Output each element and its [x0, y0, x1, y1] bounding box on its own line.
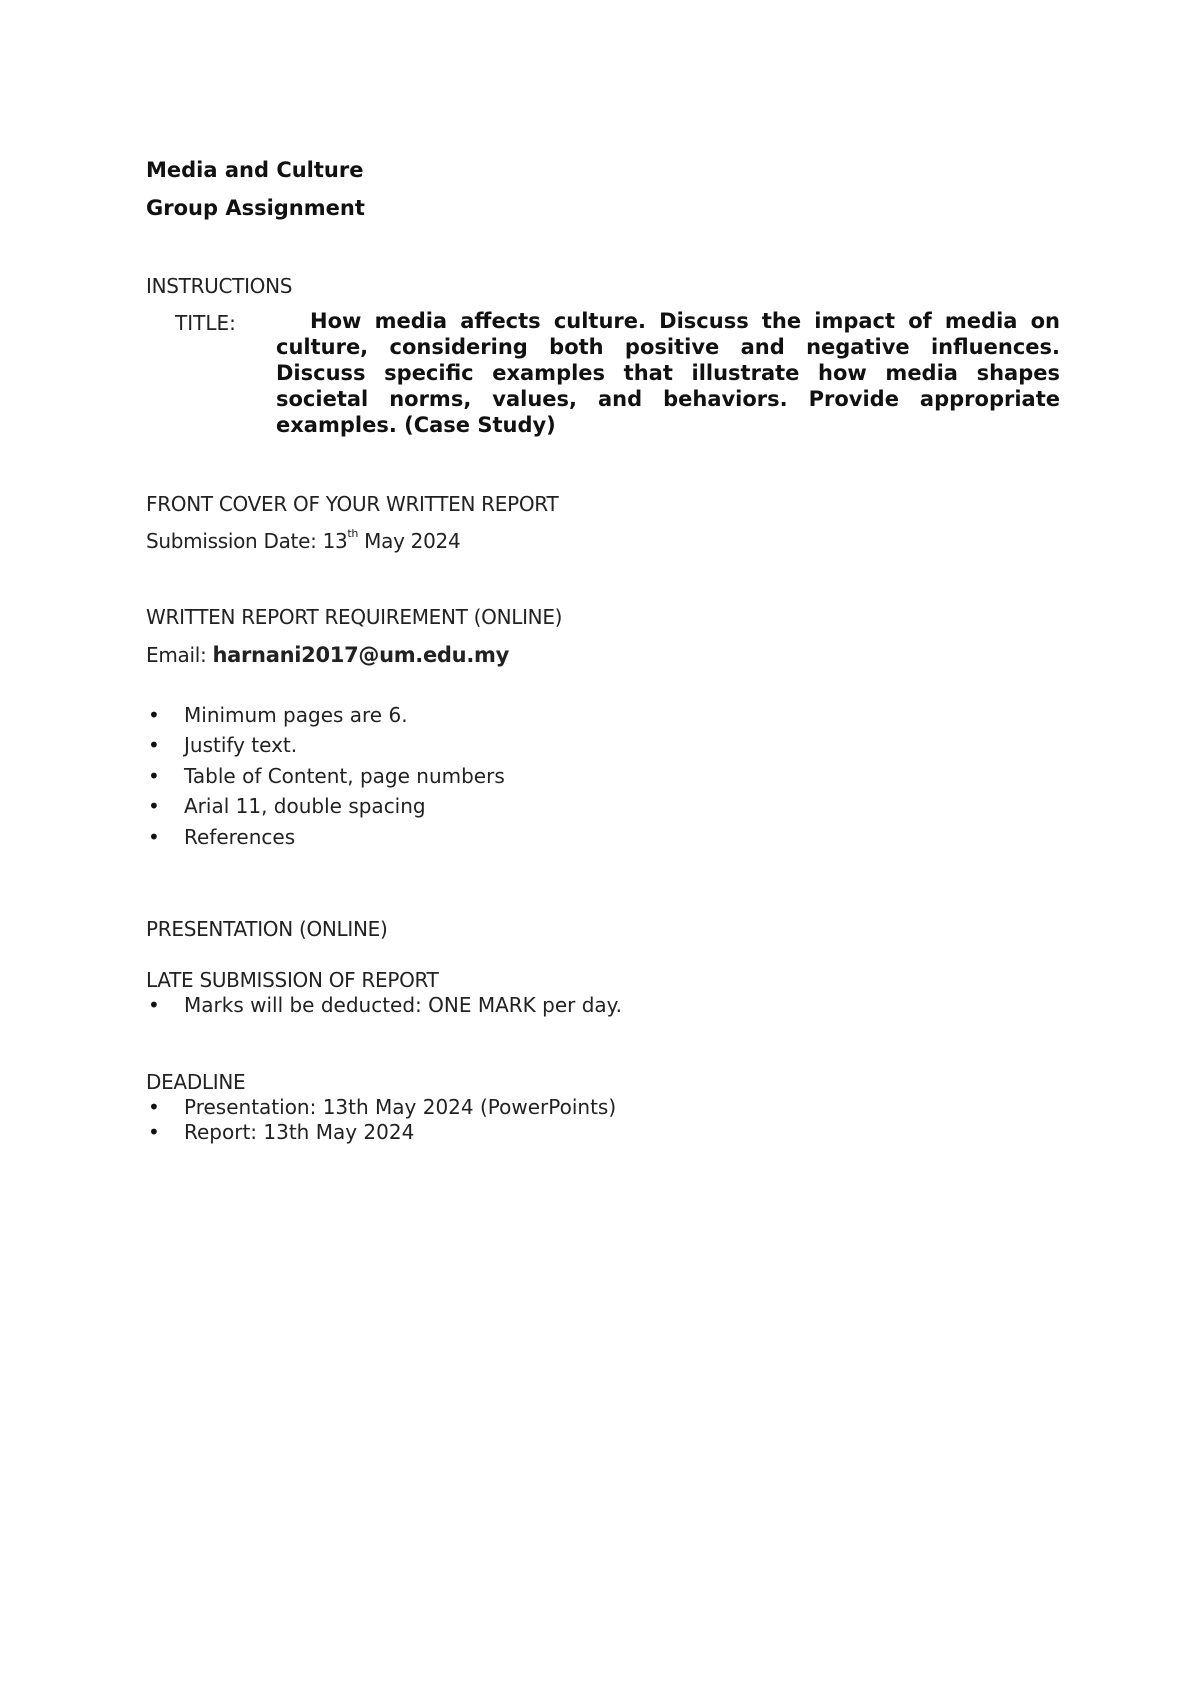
title-label: TITLE: [175, 311, 236, 335]
bullet-icon: • [148, 824, 160, 849]
list-item: • Report: 13th May 2024 [148, 1120, 415, 1144]
bullet-icon: • [148, 1095, 160, 1119]
submission-date-suffix: May 2024 [358, 529, 461, 553]
bullet-icon: • [148, 763, 160, 788]
list-item: • Marks will be deducted: ONE MARK per day. [148, 993, 623, 1017]
deadline-heading: DEADLINE [146, 1070, 246, 1094]
submission-date-ordinal: th [347, 527, 359, 540]
instructions-heading: INSTRUCTIONS [146, 274, 293, 298]
list-item: • Justify text. [146, 730, 505, 760]
email-line [146, 643, 509, 667]
list-item: • References [146, 822, 505, 852]
list-item: • Arial 11, double spacing [146, 791, 505, 821]
list-item: • Presentation: 13th May 2024 (PowerPoints) [148, 1095, 617, 1119]
list-item: • Table of Content, page numbers [146, 761, 505, 791]
presentation-heading: PRESENTATION (ONLINE) [146, 917, 388, 941]
late-submission-heading: LATE SUBMISSION OF REPORT [146, 968, 439, 992]
course-title: Media and Culture [146, 158, 364, 182]
late-submission-list [146, 993, 622, 1018]
bullet-icon: • [148, 703, 160, 727]
requirements-list [146, 700, 505, 852]
written-report-heading: WRITTEN REPORT REQUIREMENT (ONLINE) [146, 605, 563, 629]
bullet-icon: • [148, 1120, 160, 1144]
email-address-link[interactable]: harnani2017@um.edu.my [212, 643, 509, 667]
bullet-icon: • [148, 733, 160, 758]
submission-date [146, 529, 460, 553]
bullet-icon: • [148, 993, 160, 1017]
assignment-title-text: How media affects culture. Discuss the impact of media on culture, considering both positive and negative influences. Discuss specific examples that illustrate how media shapes societal norms, values, and behaviors. Provide appropriate examples. (Case Study) [276, 309, 1060, 437]
submission-date-prefix: Submission Date: 13 [146, 529, 348, 553]
email-label: Email: [146, 643, 213, 667]
deadline-list [146, 1095, 616, 1145]
assignment-subtitle: Group Assignment [146, 196, 365, 220]
bullet-icon: • [148, 794, 160, 819]
front-cover-heading: FRONT COVER OF YOUR WRITTEN REPORT [146, 492, 559, 516]
list-item: • Minimum pages are 6. [146, 700, 505, 730]
